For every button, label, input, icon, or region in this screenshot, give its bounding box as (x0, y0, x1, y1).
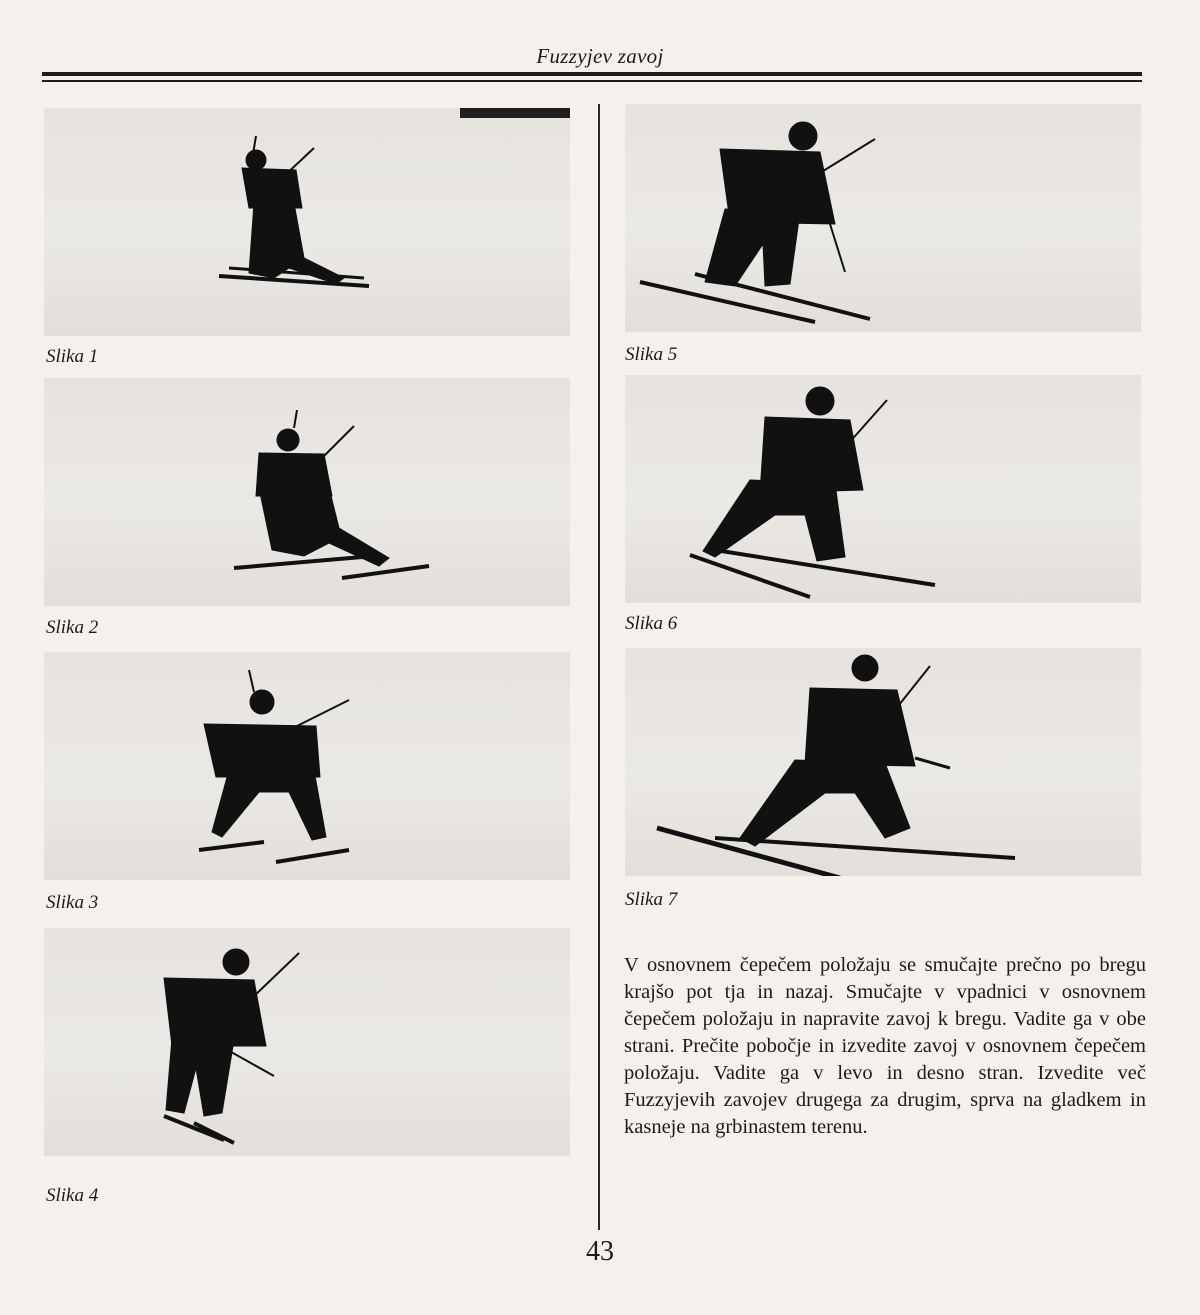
photo-skier-1 (44, 108, 570, 336)
figure-caption-6: Slika 6 (625, 613, 678, 634)
header-rule-thin (42, 80, 1142, 82)
page-number: 43 (586, 1236, 614, 1267)
photo-skier-4 (44, 928, 570, 1156)
photo-skier-2 (44, 378, 570, 606)
body-paragraph: V osnovnem čepečem položaju se smučajte prečno po bregu krajšo pot tja in nazaj. Smučajte v vpadnici v osnovnem čepečem položaju in napravite zavoj k bregu. Vadite ga v obe strani. Prečite pobočje in izvedite zavoj v osnovnem čepečem položaju. Vadite ga v levo in desno stran. Izvedite več Fuzzyjevih zavojev drugega za drugim, sprva na gladkem in kasneje na grbinastem terenu. (624, 954, 1146, 1138)
skier-figure (219, 136, 369, 286)
figure-caption-1: Slika 1 (46, 346, 99, 367)
photo-skier-5 (625, 104, 1141, 332)
figure-caption-4: Slika 4 (46, 1185, 99, 1206)
figure-caption-7: Slika 7 (625, 889, 678, 910)
header-rule-thick (42, 72, 1142, 76)
photo-skier-3 (44, 652, 570, 880)
column-divider (598, 104, 600, 1230)
photo-skier-6 (625, 375, 1141, 603)
figure-caption-2: Slika 2 (46, 617, 99, 638)
running-title: Fuzzyjev zavoj (536, 44, 664, 68)
figure-caption-3: Slika 3 (46, 892, 99, 913)
figure-caption-5: Slika 5 (625, 344, 678, 365)
photo-skier-7 (625, 648, 1141, 876)
